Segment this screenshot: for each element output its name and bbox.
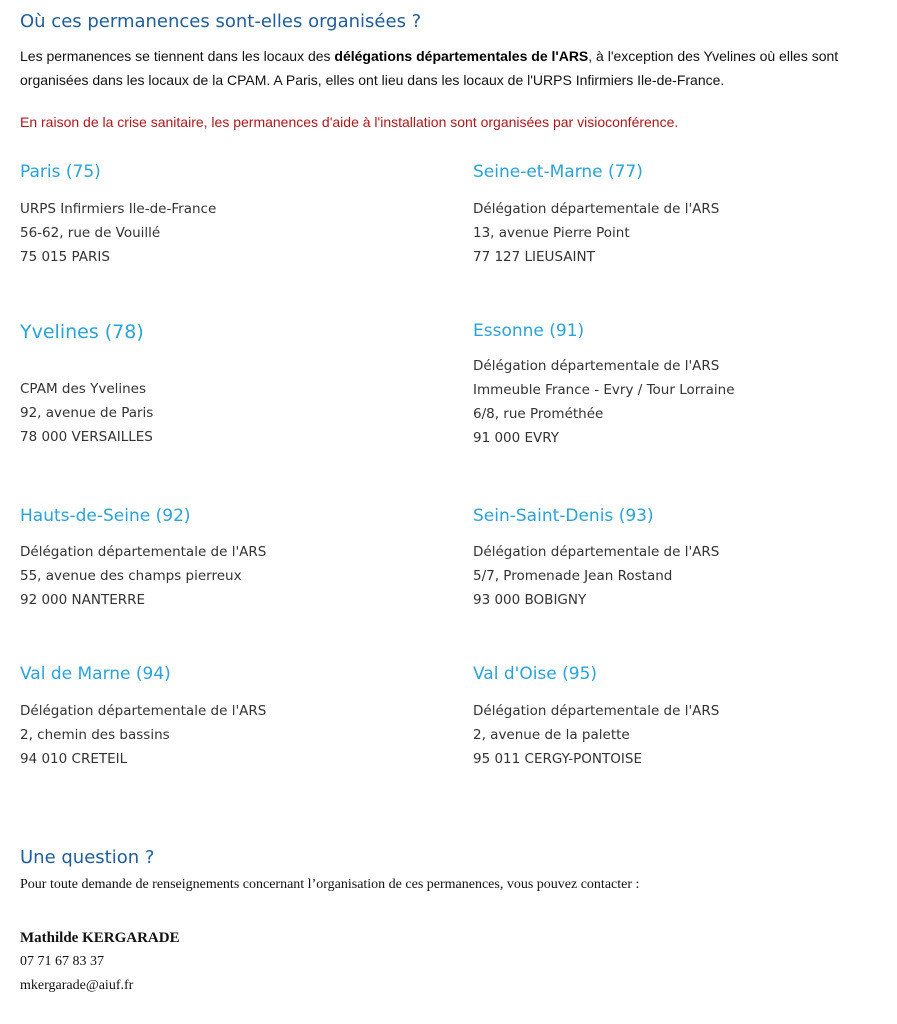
address-line: CPAM des Yvelines: [20, 381, 147, 397]
office-seine-et-marne: [473, 160, 893, 269]
address-line: Délégation départementale de l'ARS: [473, 201, 720, 217]
address-line: Délégation départementale de l'ARS: [473, 544, 720, 560]
office-hauts-de-seine: [20, 504, 440, 612]
office-val-d-oise: [473, 662, 893, 771]
office-title: Val d'Oise (95): [473, 664, 598, 684]
contact-block: [20, 926, 180, 998]
office-yvelines: [20, 320, 440, 449]
address-line: Délégation départementale de l'ARS: [473, 358, 720, 374]
section-title: Où ces permanences sont-elles organisées ?: [20, 11, 422, 32]
office-address: [20, 377, 440, 449]
address-line: 75 015 PARIS: [20, 249, 110, 265]
office-address: [473, 197, 893, 269]
office-title: Seine-et-Marne (77): [473, 162, 643, 182]
address-line: Délégation départementale de l'ARS: [20, 544, 267, 560]
office-val-de-marne: [20, 662, 440, 771]
contact-phone: 07 71 67 83 37: [20, 954, 104, 969]
address-line: 2, avenue de la palette: [473, 727, 630, 743]
office-title: Sein-Saint-Denis (93): [473, 506, 654, 526]
office-title: Val de Marne (94): [20, 664, 171, 684]
intro-paragraph: [20, 44, 880, 92]
contact-name: Mathilde KERGARADE: [20, 930, 180, 946]
office-address: [473, 699, 893, 771]
address-line: 94 010 CRETEIL: [20, 751, 128, 767]
office-essonne: [473, 319, 893, 450]
office-address: [20, 540, 440, 612]
address-line: 56-62, rue de Vouillé: [20, 225, 161, 241]
contact-email: mkergarade@aiuf.fr: [20, 978, 134, 993]
address-line: 93 000 BOBIGNY: [473, 592, 587, 608]
address-line: Immeuble France - Evry / Tour Lorraine: [473, 382, 735, 398]
address-line: 13, avenue Pierre Point: [473, 225, 630, 241]
office-title: Yvelines (78): [20, 321, 144, 343]
alert-notice: En raison de la crise sanitaire, les permanences d'aide à l'installation sont organisées par visioconférence.: [20, 114, 679, 130]
address-line: 77 127 LIEUSAINT: [473, 249, 595, 265]
address-line: URPS Infirmiers Ile-de-France: [20, 201, 217, 217]
office-title: Essonne (91): [473, 321, 585, 341]
office-seine-saint-denis: [473, 504, 893, 612]
office-paris: [20, 160, 440, 269]
office-address: [20, 197, 440, 269]
address-line: 92, avenue de Paris: [20, 405, 154, 421]
address-line: 91 000 EVRY: [473, 430, 560, 446]
office-address: [473, 354, 893, 450]
intro-text-end: , à l'exception des Yvelines où elles sont organisées dans les locaux de la CPAM. A Paris, elles ont lieu dans les locaux de l'URPS Infirmiers Ile-de-France.: [20, 48, 839, 88]
office-title: Hauts-de-Seine (92): [20, 506, 191, 526]
contact-intro: Pour toute demande de renseignements concernant l’organisation de ces permanences, vous pouvez contacter :: [20, 877, 640, 892]
address-line: 92 000 NANTERRE: [20, 592, 146, 608]
intro-bold-text: délégations départementales de l'ARS: [334, 48, 589, 64]
address-line: 95 011 CERGY-PONTOISE: [473, 751, 642, 767]
address-line: Délégation départementale de l'ARS: [20, 703, 267, 719]
question-title: Une question ?: [20, 847, 155, 868]
address-line: 6/8, rue Prométhée: [473, 406, 604, 422]
address-line: 55, avenue des champs pierreux: [20, 568, 242, 584]
address-line: 2, chemin des bassins: [20, 727, 170, 743]
address-line: 78 000 VERSAILLES: [20, 429, 153, 445]
office-address: [473, 540, 893, 612]
intro-text-start: Les permanences se tiennent dans les locaux des: [20, 48, 335, 64]
address-line: 5/7, Promenade Jean Rostand: [473, 568, 673, 584]
office-title: Paris (75): [20, 162, 101, 182]
address-line: Délégation départementale de l'ARS: [473, 703, 720, 719]
office-address: [20, 699, 440, 771]
